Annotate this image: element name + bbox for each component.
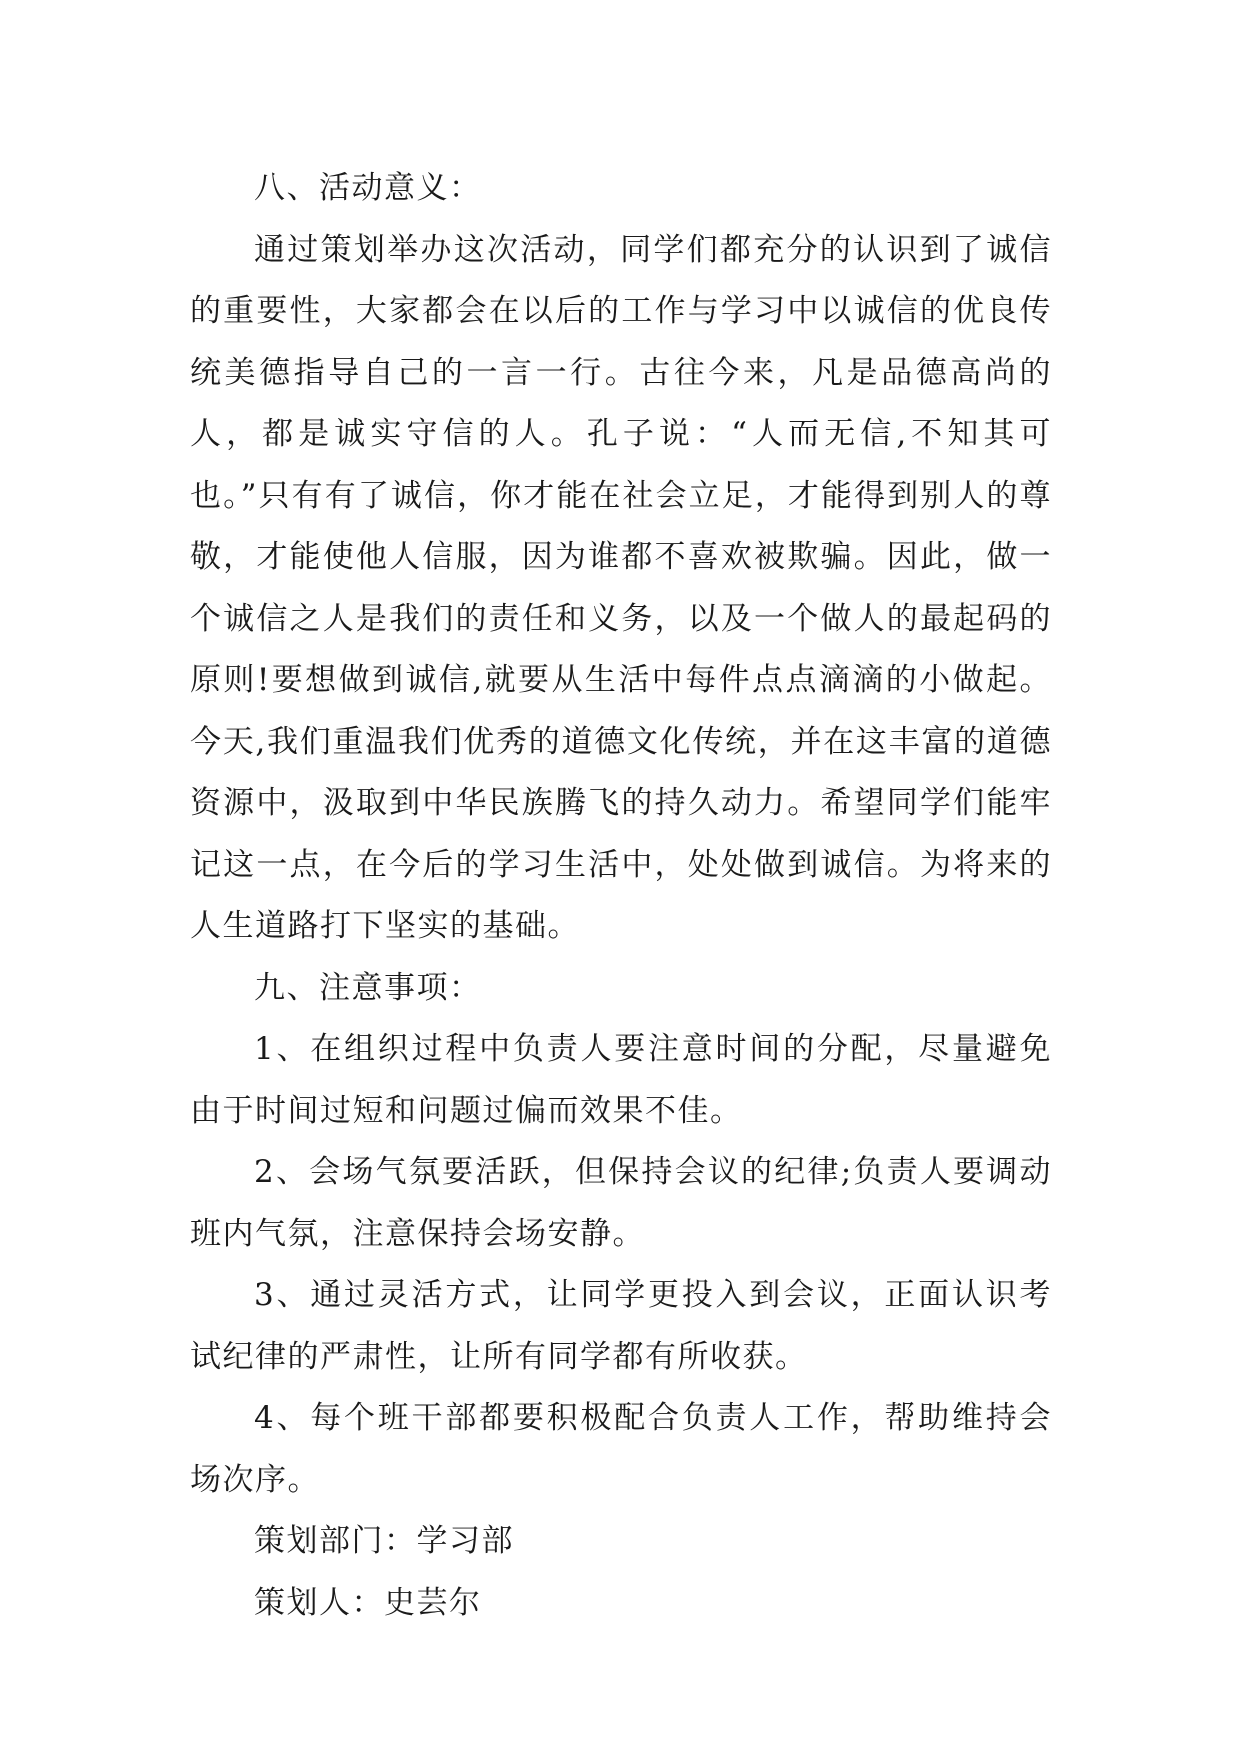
notice-item-2: 2、会场气氛要活跃，但保持会议的纪律;负责人要调动班内气氛，注意保持会场安静。 <box>190 1154 1052 1252</box>
notice-item-1: 1、在组织过程中负责人要注意时间的分配，尽量避免由于时间过短和问题过偏而效果不佳。 <box>190 1031 1052 1129</box>
section-8-heading: 八、活动意义： <box>254 170 482 206</box>
notice-item-3: 3、通过灵活方式，让同学更投入到会议，正面认识考试纪律的严肃性，让所有同学都有所收获。 <box>190 1277 1052 1375</box>
section-8-paragraph: 通过策划举办这次活动，同学们都充分的认识到了诚信的重要性，大家都会在以后的工作与学习中以诚信的优良传统美德指导自己的一言一行。古往今来，凡是品德高尚的人，都是诚实守信的人。孔子说：“人而无信,不知其可也。”只有有了诚信，你才能在社会立足，才能得到别人的尊敬，才能使他人信服，因为谁都不喜欢被欺骗。因此，做一个诚信之人是我们的责任和义务，以及一个做人的最起码的原则!要想做到诚信,就要从生活中每件点点滴滴的小做起。今天,我们重温我们优秀的道德文化传统，并在这丰富的道德资源中，汲取到中华民族腾飞的持久动力。希望同学们能牢记这一点，在今后的学习生活中，处处做到诚信。为将来的人生道路打下坚实的基础。 <box>190 231 1052 944</box>
document-body <box>190 158 1052 1634</box>
notice-item-4: 4、每个班干部都要积极配合负责人工作，帮助维持会场次序。 <box>190 1400 1052 1498</box>
section-9-heading: 九、注意事项： <box>254 969 482 1006</box>
planner: 策划人：史芸尔 <box>254 1584 482 1621</box>
planning-department: 策划部门：学习部 <box>254 1523 514 1559</box>
